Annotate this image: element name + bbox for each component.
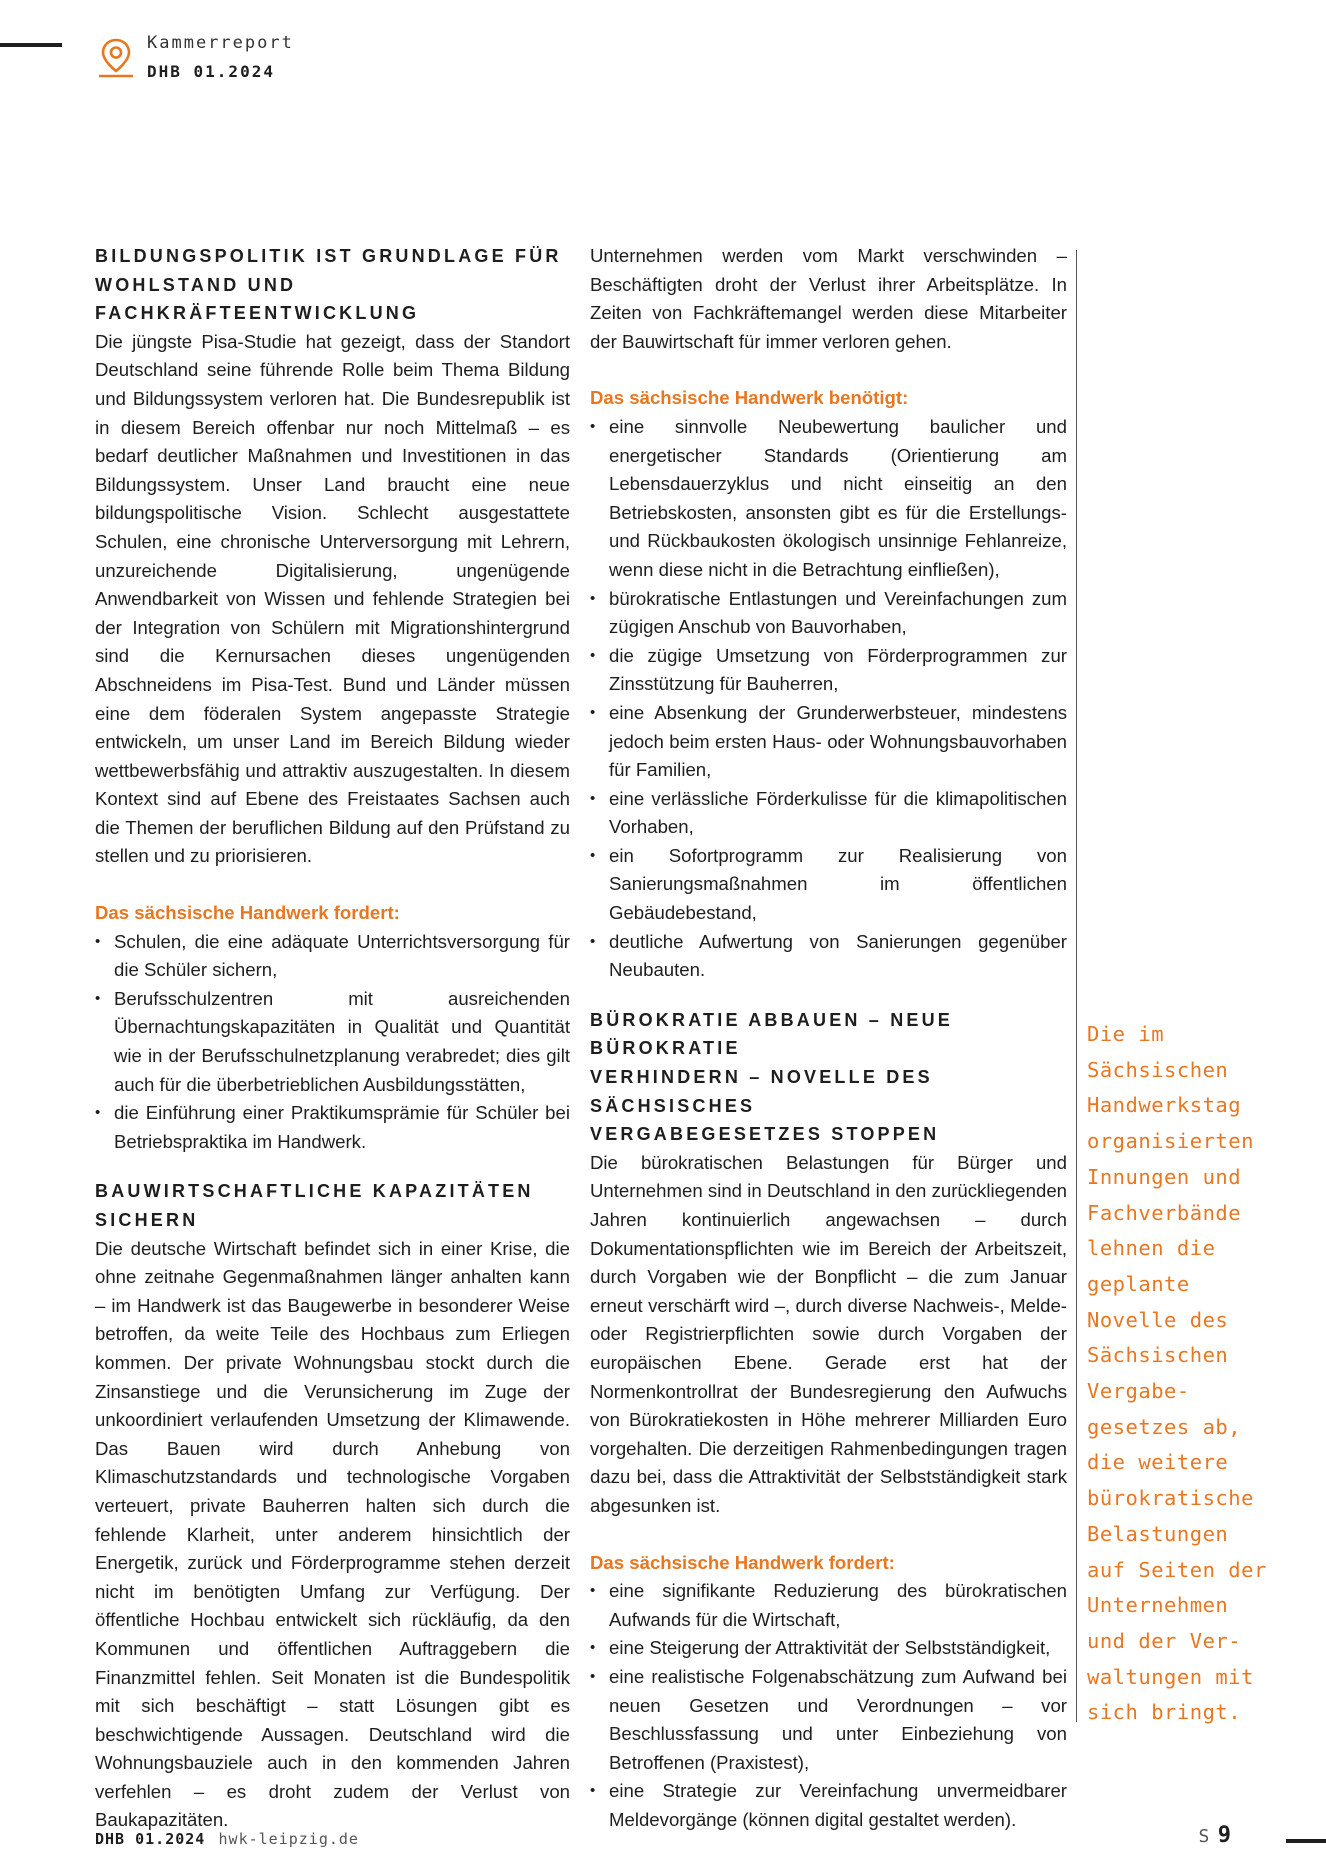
body-paragraph: Die jüngste Pisa-Studie hat gezeigt, dass der Standort Deutschland seine führende Rolle beim Thema Bildung und Bildungssystem verloren hat. Die Bundesrepublik ist in diesem Bereich offenbar nur noch Mittelmaß – es bedarf deutlicher Maßnahmen und Investitionen in das Bildungssystem. Unser Land braucht eine neue bildungspolitische Vision. Schlecht ausgestattete Schulen, eine chronische Unterversorgung mit Lehrern, unzureichende Digitalisierung, ungenügende Anwendbarkeit von Wissen und fehlende Strategien bei der Integration von Schülern mit Migrationshintergrund sind die Kernursachen dieses ungenügenden Abschneidens im Pisa-Test. Bund und Länder müssen eine dem föderalen System angepasste Strategie entwickeln, um unser Land im Bereich Bildung wieder wettbewerbsfähig und attraktiv auszugestalten. In diesem Kontext sind auf Ebene des Freistaates Sachsen auch die Themen der beruflichen Bildung auf den Prüfstand zu stellen und zu priorisieren. — [95, 330, 570, 867]
pull-quote-line: Fachverbände — [1087, 1200, 1242, 1225]
header-rule — [0, 43, 62, 47]
section-heading-bauwirtschaft: BAUWIRTSCHAFTLICHE KAPAZITÄTEN SICHERN — [95, 1181, 534, 1230]
footer-issue: DHB 01.2024 — [95, 1830, 206, 1848]
heading-line: BÜROKRATIE ABBAUEN – NEUE BÜROKRATIE — [590, 1009, 954, 1059]
pull-quote-line: geplante — [1087, 1271, 1190, 1296]
demands-heading: Das sächsische Handwerk fordert: — [590, 1551, 895, 1573]
page-prefix: S — [1198, 1826, 1210, 1847]
pull-quote-line: Innungen und — [1087, 1164, 1242, 1189]
heading-line: VERHINDERN – NOVELLE DES SÄCHSISCHES — [590, 1067, 933, 1116]
pull-quote-line: Novelle des — [1087, 1307, 1229, 1332]
left-column — [95, 242, 570, 1835]
list-item: • ein Sofortprogramm zur Realisierung von Sanierungsmaßnahmen im öffentlichen Gebäudebestand, — [590, 842, 1067, 928]
list-item: • eine Strategie zur Vereinfachung unvermeidbarer Meldevorgänge (können digital gestaltet werden). — [590, 1777, 1067, 1834]
pull-quote-line: sich bringt. — [1087, 1700, 1242, 1725]
pull-quote-line: die weitere — [1087, 1450, 1229, 1475]
list-item: • Berufsschulzentren mit ausreichenden Übernachtungskapazitäten in Qualität und Quantität wie in der Berufsschulnetzplanung verabredet; dies gilt auch für die überbetrieblichen Ausbildungsstätten, — [95, 985, 570, 1099]
pull-quote-line: Die im — [1087, 1022, 1165, 1046]
list-item: • bürokratische Entlastungen und Vereinfachungen zum zügigen Anschub von Bauvorhaben, — [590, 585, 1067, 642]
pull-quote-line: organisierten — [1087, 1129, 1254, 1154]
list-item: • Schulen, die eine adäquate Unterrichtsversorgung für die Schüler sichern, — [95, 928, 570, 985]
body-paragraph: Unternehmen werden vom Markt verschwinden – Beschäftigten droht der Verlust ihrer Arbeitsplätze. In Zeiten von Fachkräftemangel werden diese Mitarbeiter der Bauwirtschaft für immer verloren gehen. — [590, 245, 1067, 352]
list-item: • eine sinnvolle Neubewertung baulicher und energetischer Standards (Orientierung am Lebensdauerzyklus und nicht einseitig an den Betriebskosten, ansonsten gibt es für die Erstellungs- und Rückbaukosten ökologisch unsinnige Fehlanreize, wenn diese nicht in die Betrachtung einfließen), — [590, 413, 1067, 585]
needs-heading: Das sächsische Handwerk benötigt: — [590, 387, 909, 409]
pull-quote-line: und der Ver- — [1087, 1628, 1242, 1653]
page-number-value: 9 — [1217, 1823, 1231, 1848]
list-item: • die Einführung einer Praktikumsprämie für Schüler bei Betriebspraktika im Handwerk. — [95, 1099, 570, 1156]
heading-line: BILDUNGSPOLITIK IST GRUNDLAGE FÜR — [95, 246, 562, 266]
pull-quote-line: Sächsischen — [1087, 1057, 1229, 1082]
issue-label: DHB 01.2024 — [147, 62, 275, 81]
pull-quote-line: gesetzes ab, — [1087, 1414, 1242, 1439]
pull-quote-line: waltungen mit — [1087, 1664, 1254, 1689]
footer-rule — [1286, 1839, 1326, 1843]
demands-list — [590, 1577, 1067, 1834]
pull-quote-line: bürokratische — [1087, 1486, 1254, 1511]
demands-list — [95, 928, 570, 1157]
list-item: • deutliche Aufwertung von Sanierungen gegenüber Neubauten. — [590, 928, 1067, 985]
demands-heading: Das sächsische Handwerk fordert: — [95, 902, 400, 924]
column-divider — [1076, 250, 1077, 1722]
list-item: • eine verlässliche Förderkulisse für die klimapolitischen Vorhaben, — [590, 785, 1067, 842]
footer-info — [95, 1830, 359, 1848]
pull-quote-line: Handwerkstag — [1087, 1093, 1242, 1118]
list-item: • eine realistische Folgenabschätzung zum Aufwand bei neuen Gesetzen und Verordnungen – vor Beschlussfassung und unter Einbeziehung von Betroffenen (Praxistest), — [590, 1663, 1067, 1777]
pull-quote — [1087, 1017, 1317, 1731]
page-number — [1198, 1823, 1231, 1848]
section-kicker: Kammerreport — [147, 33, 294, 53]
list-item: • eine Steigerung der Attraktivität der Selbstständigkeit, — [590, 1634, 1067, 1663]
section-heading-buerokratie — [590, 1006, 1067, 1149]
needs-list — [590, 413, 1067, 985]
list-item: • eine signifikante Reduzierung des bürokratischen Aufwands für die Wirtschaft, — [590, 1577, 1067, 1634]
location-pin-icon — [96, 37, 136, 79]
body-paragraph: Die deutsche Wirtschaft befindet sich in einer Krise, die ohne zeitnahe Gegenmaßnahmen länger anhalten kann – im Handwerk ist das Baugewerbe in besonderer Weise betroffen, da weite Teile des Hochbaus zum Erliegen kommen. Der private Wohnungsbau stockt durch die Zinsanstiege und die Verunsicherung im Zuge der unkoordiniert verlaufenden Umsetzung der Klimawende. Das Bauen wird durch Anhebung von Klimaschutzstandards und technologische Vorgaben verteuert, private Bauherren halten sich durch die fehlende Klarheit, unter anderem hinsichtlich der Energetik, zurück und Förderprogramme stehen derzeit nicht im benötigten Umfang zur Verfügung. Der öffentliche Hochbau entwickelt sich rückläufig, da den Kommunen und öffentlichen Auftraggebern die Finanzmittel fehlen. Seit Monaten ist die Bundespolitik mit sich beschäftigt – statt Lösungen gibt es beschwichtigende Aussagen. Deutschland wird die Wohnungsbauziele auch in den kommenden Jahren verfehlen – es droht zudem der Verlust von Baukapazitäten. — [95, 1237, 570, 1831]
heading-line: VERGABEGESETZES STOPPEN — [590, 1124, 940, 1145]
pull-quote-line: lehnen die — [1087, 1236, 1216, 1261]
list-item: • die zügige Umsetzung von Förderprogrammen zur Zinsstützung für Bauherren, — [590, 642, 1067, 699]
heading-line: WOHLSTAND UND FACHKRÄFTEENTWICKLUNG — [95, 274, 420, 324]
pull-quote-line: Belastungen — [1087, 1521, 1229, 1546]
pull-quote-line: Vergabe- — [1087, 1379, 1190, 1404]
pull-quote-line: Sächsischen — [1087, 1343, 1229, 1368]
body-paragraph: Die bürokratischen Belastungen für Bürger und Unternehmen sind in Deutschland in den zurückliegenden Jahren kontinuierlich angewachsen – durch Dokumentationspflichten wie im Bereich der Arbeitszeit, durch Vorgaben wie der Bonpflicht – die zum Januar erneut verschärft wird –, durch diverse Nachweis-, Melde- oder Registrierpflichten sowie durch Vorgaben der europäischen Ebene. Gerade erst hat der Normenkontrollrat der Bundesregierung den Aufwuchs von Bürokratiekosten in Höhe mehrerer Milliarden Euro vorgehalten. Die derzeitigen Rahmenbedingungen tragen dazu bei, dass die Attraktivität der Selbstständigkeit stark abgesunken ist. — [590, 1151, 1067, 1516]
section-heading-bildung — [95, 242, 570, 328]
footer-url[interactable]: hwk-leipzig.de — [218, 1830, 359, 1848]
pull-quote-line: Unternehmen — [1087, 1593, 1229, 1618]
pull-quote-line: auf Seiten der — [1087, 1557, 1267, 1582]
list-item: • eine Absenkung der Grunderwerbsteuer, mindestens jedoch beim ersten Haus- oder Wohnungsbauvorhaben für Familien, — [590, 699, 1067, 785]
middle-column — [590, 242, 1067, 1834]
